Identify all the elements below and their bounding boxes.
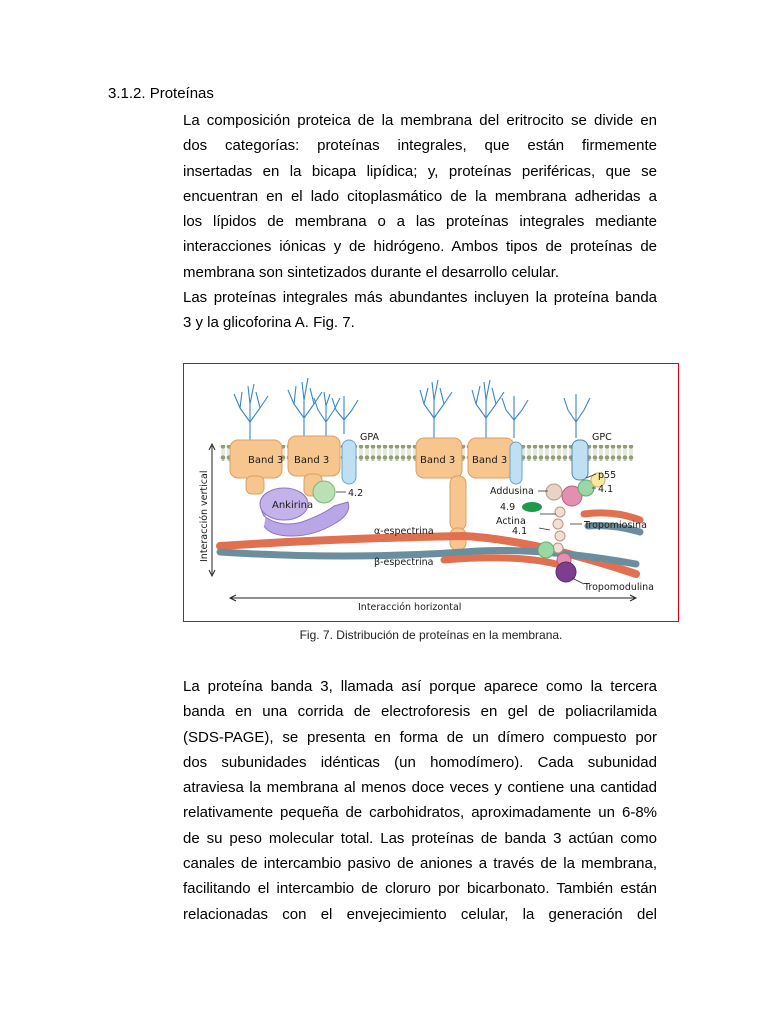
band3-label: Band 3 [248,455,284,466]
ankirina-label: Ankirina [272,500,314,511]
text-line: membrana son sintetizados durante el desarrollo celular. [183,263,560,281]
p42-label: 4.2 [348,488,364,499]
text-line: interacciones iónicas y de hidrógeno. Ambos tipos de proteínas de [183,238,657,256]
p41-label: 4.1 [512,526,528,537]
adducin-label: Addusina [490,486,534,497]
p55-label: p55 [598,470,617,481]
paragraph-1 [183,108,657,285]
band3-label: Band 3 [420,455,456,466]
text-line: encuentran en el lado citoplasmático de la membrana adheridas a [183,187,657,205]
text-line: canales de intercambio pasivo de aniones a través de la membrana, [183,855,657,873]
band3-label: Band 3 [472,455,508,466]
text-line: atraviesa la membrana al menos doce veces y contiene una cantidad [183,779,657,797]
text-line: (SDS-PAGE), se presenta en forma de un dímero compuesto por [183,728,657,746]
gpa-protein [342,440,356,484]
text-line: de su peso molecular total. Las proteínas de banda 3 actúan como [183,829,657,847]
text-line: relacionadas con el envejecimiento celular, la generación del [183,905,657,923]
tropomodulin [556,562,576,582]
p49-label: 4.9 [500,502,516,513]
text-line: banda en una corrida de electroforesis en gel de poliacrilamida [183,703,657,721]
paragraph-3 [183,674,657,927]
actina-label: Actina [496,516,526,527]
gpa-label: GPA [360,432,379,443]
band3-label: Band 3 [294,455,330,466]
membrane-figure [183,363,679,622]
figure-caption: Fig. 7. Distribución de proteínas en la membrana. [299,628,563,642]
text-line: insertadas en la bicapa lipídica; y, proteínas periféricas, que se [183,162,657,180]
text-line: La proteína banda 3, llamada así porque aparece como la tercera [183,678,657,695]
vertical-axis-label: Interacción vertical [199,470,210,562]
horizontal-axis-label: Interacción horizontal [358,602,462,613]
text-line: dos subunidades idénticas (un homodímero). Cada subunidad [183,753,657,771]
gpc-protein [572,440,588,480]
gpa-protein-2 [510,442,522,484]
text-line: 3 y la glicoforina A. Fig. 7. [183,314,355,332]
text-line: relativamente pequeña de carbohidratos, aproximadamente un 6-8% [183,804,657,822]
text-line: los lípidos de membrana o a las proteínas integrales mediante [183,213,657,231]
tropomodulina-label: Tropomodulina [584,582,654,593]
protein-4-9 [522,502,542,512]
gpc-label: GPC [592,432,612,443]
p41-label: 4.1 [598,484,614,495]
text-line: La composición proteica de la membrana del eritrocito se divide en [183,112,657,129]
text-line: facilitando el intercambio de cloruro por bicarbonato. También están [183,880,657,898]
beta-spectrin-label: β-espectrina [374,557,434,568]
section-heading: 3.1.2. Proteínas [108,85,214,102]
paragraph-2 [183,285,657,336]
carbohydrate-chains [234,378,590,442]
alpha-spectrin-label: α-espectrina [374,526,434,537]
text-line: Las proteínas integrales más abundantes incluyen la proteína banda [183,289,657,306]
membrane-diagram [184,364,678,620]
protein-4-2 [313,481,335,503]
text-line: dos categorías: proteínas integrales, que están firmemente [183,137,657,155]
tropomiosina-label: Tropomiosina [584,520,647,531]
